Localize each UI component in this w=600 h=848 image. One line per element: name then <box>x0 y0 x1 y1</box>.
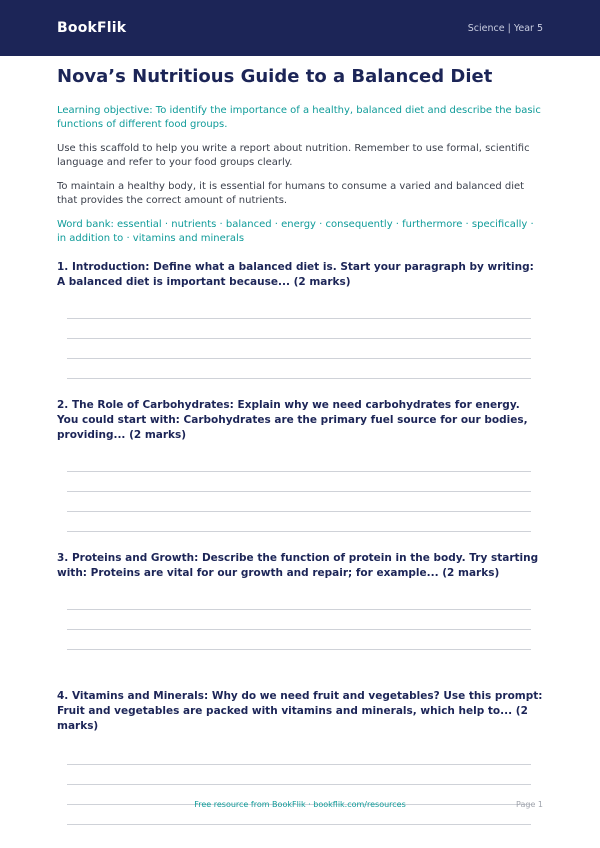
intro-paragraph: To maintain a healthy body, it is essential for humans to consume a varied and balanced diet that provides the correct amount of nutrients. <box>57 181 525 206</box>
answer-line[interactable] <box>67 318 531 319</box>
answer-line[interactable] <box>67 784 531 785</box>
page-number: Page 1 <box>516 800 543 809</box>
answer-line[interactable] <box>67 764 531 765</box>
answer-line[interactable] <box>67 338 531 339</box>
footer-credit-link[interactable]: Free resource from BookFlik · bookflik.com/resources <box>194 800 406 809</box>
learning-objective: Learning objective: To identify the importance of a healthy, balanced diet and describe the basic functions of different food groups. <box>57 105 541 130</box>
answer-line[interactable] <box>67 609 531 610</box>
answer-line[interactable] <box>67 358 531 359</box>
answer-lines[interactable] <box>57 290 543 386</box>
question-prompt: 4. Vitamins and Minerals: Why do we need fruit and vegetables? Use this prompt: Fruit and vegetables are packed with vitamins and minerals, which help to... (2 marks) <box>57 690 543 732</box>
question-block <box>57 260 543 386</box>
worksheet-content <box>57 66 543 844</box>
answer-line[interactable] <box>67 378 531 379</box>
instructions-paragraph: Use this scaffold to help you write a report about nutrition. Remember to use formal, scientific language and refer to your food groups clearly. <box>57 143 530 168</box>
question-prompt: 2. The Role of Carbohydrates: Explain why we need carbohydrates for energy. You could start with: Carbohydrates are the primary fuel source for our bodies, providing... (2 marks) <box>57 399 528 441</box>
header-bar <box>0 0 600 56</box>
question-prompt: 1. Introduction: Define what a balanced diet is. Start your paragraph by writing: A balanced diet is important because... (2 marks) <box>57 261 534 288</box>
answer-lines[interactable] <box>57 734 543 844</box>
word-bank: Word bank: essential · nutrients · balanced · energy · consequently · furthermore · specifically · in addition to · vitamins and minerals <box>57 219 534 244</box>
question-block <box>57 398 543 539</box>
answer-line[interactable] <box>67 531 531 532</box>
answer-line[interactable] <box>67 629 531 630</box>
subject-year-label: Science | Year 5 <box>467 22 543 34</box>
answer-line[interactable] <box>67 491 531 492</box>
answer-line[interactable] <box>67 649 531 650</box>
answer-lines[interactable] <box>57 581 543 677</box>
brand-logo[interactable]: BookFlik <box>57 20 127 36</box>
answer-line[interactable] <box>67 824 531 825</box>
page-title: Nova’s Nutritious Guide to a Balanced Diet <box>57 66 493 87</box>
answer-lines[interactable] <box>57 443 543 539</box>
question-block <box>57 689 543 844</box>
question-block <box>57 551 543 677</box>
answer-line[interactable] <box>67 471 531 472</box>
answer-line[interactable] <box>67 511 531 512</box>
question-prompt: 3. Proteins and Growth: Describe the function of protein in the body. Try starting with: Proteins are vital for our growth and repair; for example... (2 marks) <box>57 552 539 579</box>
